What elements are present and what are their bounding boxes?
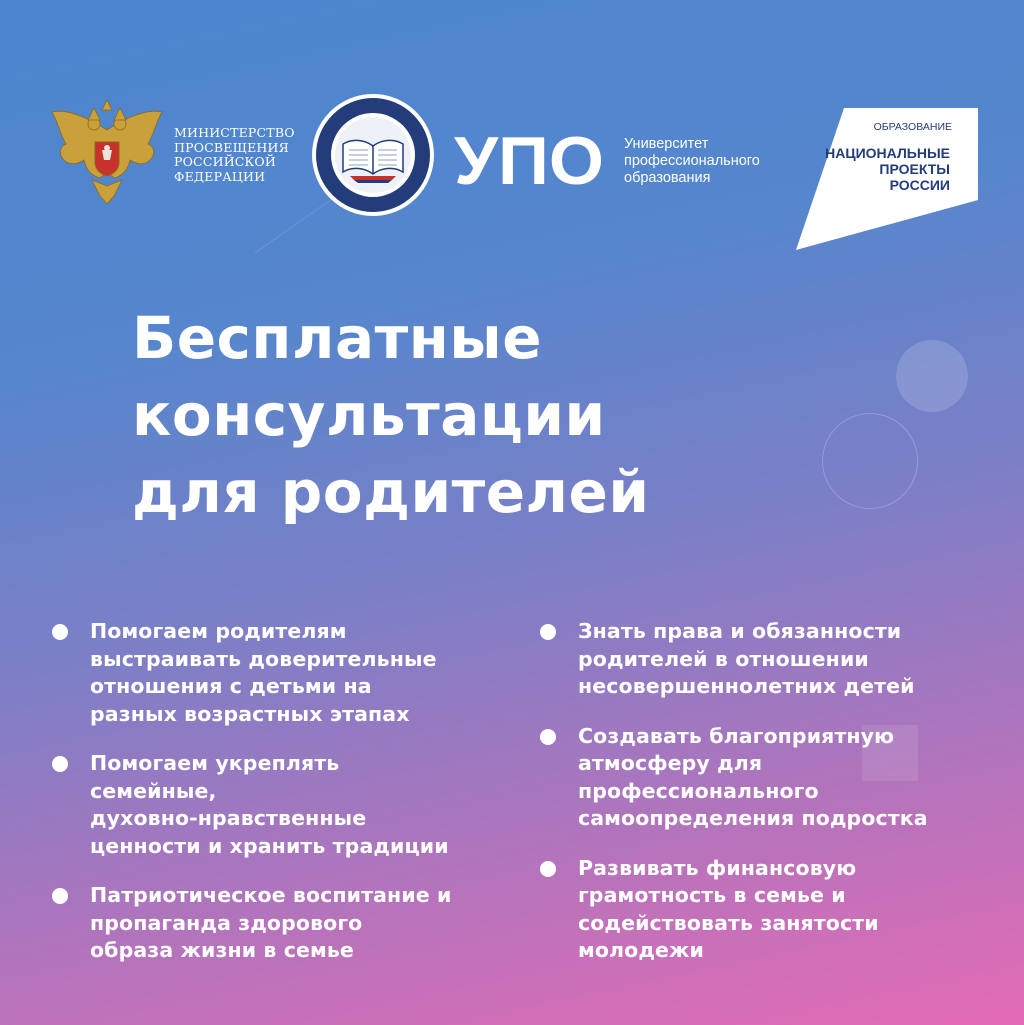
list-item [52, 750, 522, 860]
list-item-text: Создавать благоприятную атмосферу для профессионального самоопределения подростка [578, 723, 928, 830]
svg-text:ПРОЕКТЫ: ПРОЕКТЫ [879, 161, 950, 177]
ministry-logo [48, 100, 304, 210]
bullet-dot-icon [540, 861, 556, 877]
decorative-ring [822, 413, 918, 509]
list-item-text: Помогаем укреплять семейные, духовно-нравственные ценности и хранить традиции [90, 751, 449, 858]
list-item-text: Знать права и обязанности родителей в отношении несовершеннолетних детей [578, 619, 915, 698]
upo-mark [454, 128, 608, 194]
list-item [52, 618, 522, 728]
decorative-circle [896, 340, 968, 412]
right-bullet-list [540, 618, 1010, 987]
title-line: консультации [132, 381, 606, 449]
national-projects-logo [792, 108, 982, 252]
upo-logo [454, 128, 760, 194]
list-item-text: Развивать финансовую грамотность в семье и содействовать занятости молодежи [578, 855, 879, 962]
list-item [540, 723, 1010, 833]
list-item-text: Патриотическое воспитание и пропаганда здорового образа жизни в семье [90, 883, 452, 962]
svg-text:НАЦИОНАЛЬНЫЕ: НАЦИОНАЛЬНЫЕ [825, 145, 950, 161]
title-line: Бесплатные [132, 304, 543, 372]
upo-line: профессионального [624, 152, 760, 169]
ministry-line: МИНИСТЕРСТВО [174, 125, 295, 140]
list-item [540, 855, 1010, 965]
page-title [132, 300, 650, 531]
bullet-dot-icon [52, 888, 68, 904]
list-item [540, 618, 1010, 701]
ministry-line: ПРОСВЕЩЕНИЯ [174, 139, 289, 155]
list-item [52, 882, 522, 965]
title-line: для родителей [132, 458, 650, 526]
upo-name [624, 136, 760, 187]
bullet-dot-icon [52, 756, 68, 772]
ministry-line: РОССИЙСКОЙ [174, 154, 276, 169]
open-book-emblem-icon [310, 92, 436, 218]
svg-text:УПО: УПО [454, 128, 604, 194]
ministry-name [174, 126, 304, 184]
left-bullet-list [52, 618, 522, 987]
upo-line: образования [624, 169, 711, 186]
bullet-dot-icon [52, 624, 68, 640]
bullet-dot-icon [540, 729, 556, 745]
bullet-dot-icon [540, 624, 556, 640]
svg-text:ОБРАЗОВАНИЕ: ОБРАЗОВАНИЕ [873, 121, 952, 133]
svg-text:РОССИИ: РОССИИ [889, 177, 950, 193]
list-item-text: Помогаем родителям выстраивать доверительные отношения с детьми на разных возрастных этапах [90, 619, 437, 726]
double-headed-eagle-icon [48, 100, 166, 210]
upo-line: Университет [624, 135, 709, 152]
ministry-line: ФЕДЕРАЦИИ [174, 168, 266, 184]
